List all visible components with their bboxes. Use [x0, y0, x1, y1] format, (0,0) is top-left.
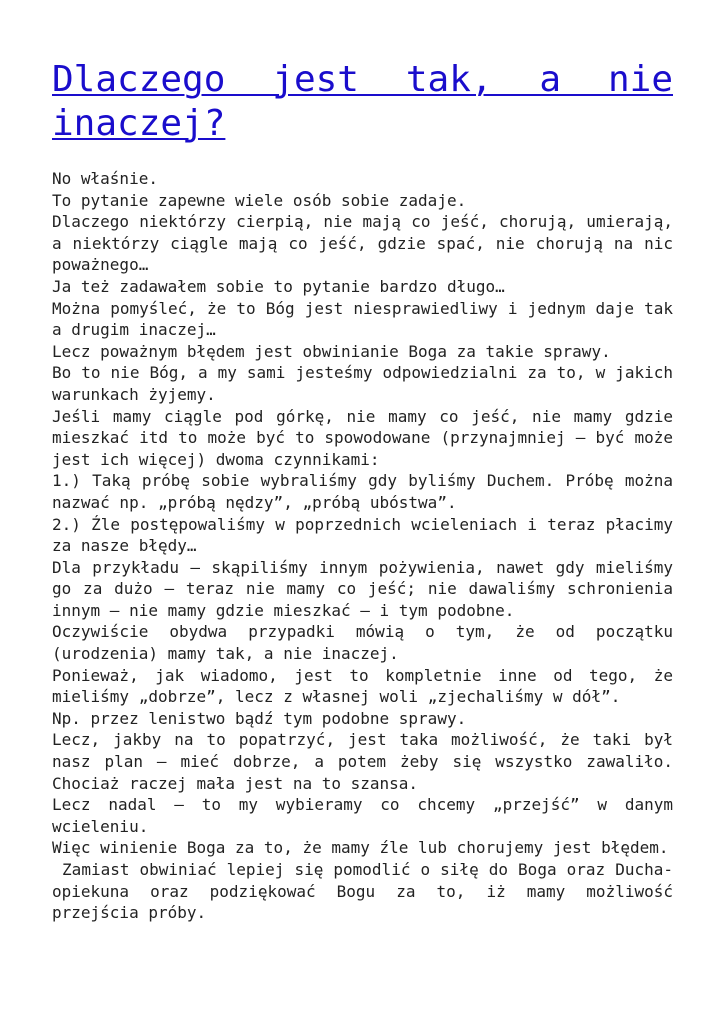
paragraph: 2.) Źle postępowaliśmy w poprzednich wcieleniach i teraz płacimy za nasze błędy… — [52, 514, 673, 556]
paragraph: Można pomyśleć, że to Bóg jest niesprawiedliwy i jednym daje tak a drugim inaczej… — [52, 298, 673, 340]
paragraph: No właśnie. — [52, 169, 158, 188]
paragraph: Dlaczego niektórzy cierpią, nie mają co jeść, chorują, umierają, a niektórzy ciągle mają co jeść, gdzie spać, nie chorują na nic poważnego… — [52, 212, 673, 275]
paragraph: Jeśli mamy ciągle pod górkę, nie mamy co jeść, nie mamy gdzie mieszkać itd to może być to spowodowane (przynajmniej – być może jest ich więcej) dwoma czynnikami: — [52, 406, 673, 469]
paragraph: Ponieważ, jak wiadomo, jest to kompletnie inne od tego, że mieliśmy „dobrze”, lecz z własnej woli „zjechaliśmy w dół”. — [52, 665, 673, 707]
paragraph: Dla przykładu – skąpiliśmy innym pożywienia, nawet gdy mieliśmy go za dużo – teraz nie mamy co jeść; nie dawaliśmy schronienia innym – nie mamy gdzie mieszkać – i tym podobne. — [52, 557, 673, 620]
paragraph: Lecz, jakby na to popatrzyć, jest taka możliwość, że taki był nasz plan – mieć dobrze, a potem żeby się wszystko zawaliło. Chociaż raczej mała jest na to szansa. — [52, 730, 673, 793]
paragraph: To pytanie zapewne wiele osób sobie zadaje. — [52, 190, 467, 210]
paragraph: Więc winienie Boga za to, że mamy źle lub chorujemy jest błędem. — [52, 838, 669, 858]
article — [52, 58, 673, 924]
paragraph: Np. przez lenistwo bądź tym podobne sprawy. — [52, 708, 467, 728]
article-body — [52, 168, 673, 924]
article-title-link[interactable]: Dlaczego jest tak, a nie inaczej? — [52, 59, 673, 144]
paragraph: Zamiast obwiniać lepiej się pomodlić o siłę do Boga oraz Ducha-opiekuna oraz podziękować Bogu za to, iż mamy możliwość przejścia próby. — [52, 860, 673, 923]
article-title — [52, 58, 673, 146]
paragraph: Oczywiście obydwa przypadki mówią o tym, że od początku (urodzenia) mamy tak, a nie inaczej. — [52, 622, 673, 664]
paragraph: Lecz poważnym błędem jest obwinianie Boga za takie sprawy. — [52, 341, 611, 361]
paragraph: 1.) Taką próbę sobie wybraliśmy gdy byliśmy Duchem. Próbę można nazwać np. „próbą nędzy”, „próbą ubóstwa”. — [52, 471, 673, 512]
paragraph: Bo to nie Bóg, a my sami jesteśmy odpowiedzialni za to, w jakich warunkach żyjemy. — [52, 363, 673, 404]
paragraph: Ja też zadawałem sobie to pytanie bardzo długo… — [52, 276, 505, 296]
paragraph: Lecz nadal – to my wybieramy co chcemy „przejść” w danym wcieleniu. — [52, 795, 673, 836]
